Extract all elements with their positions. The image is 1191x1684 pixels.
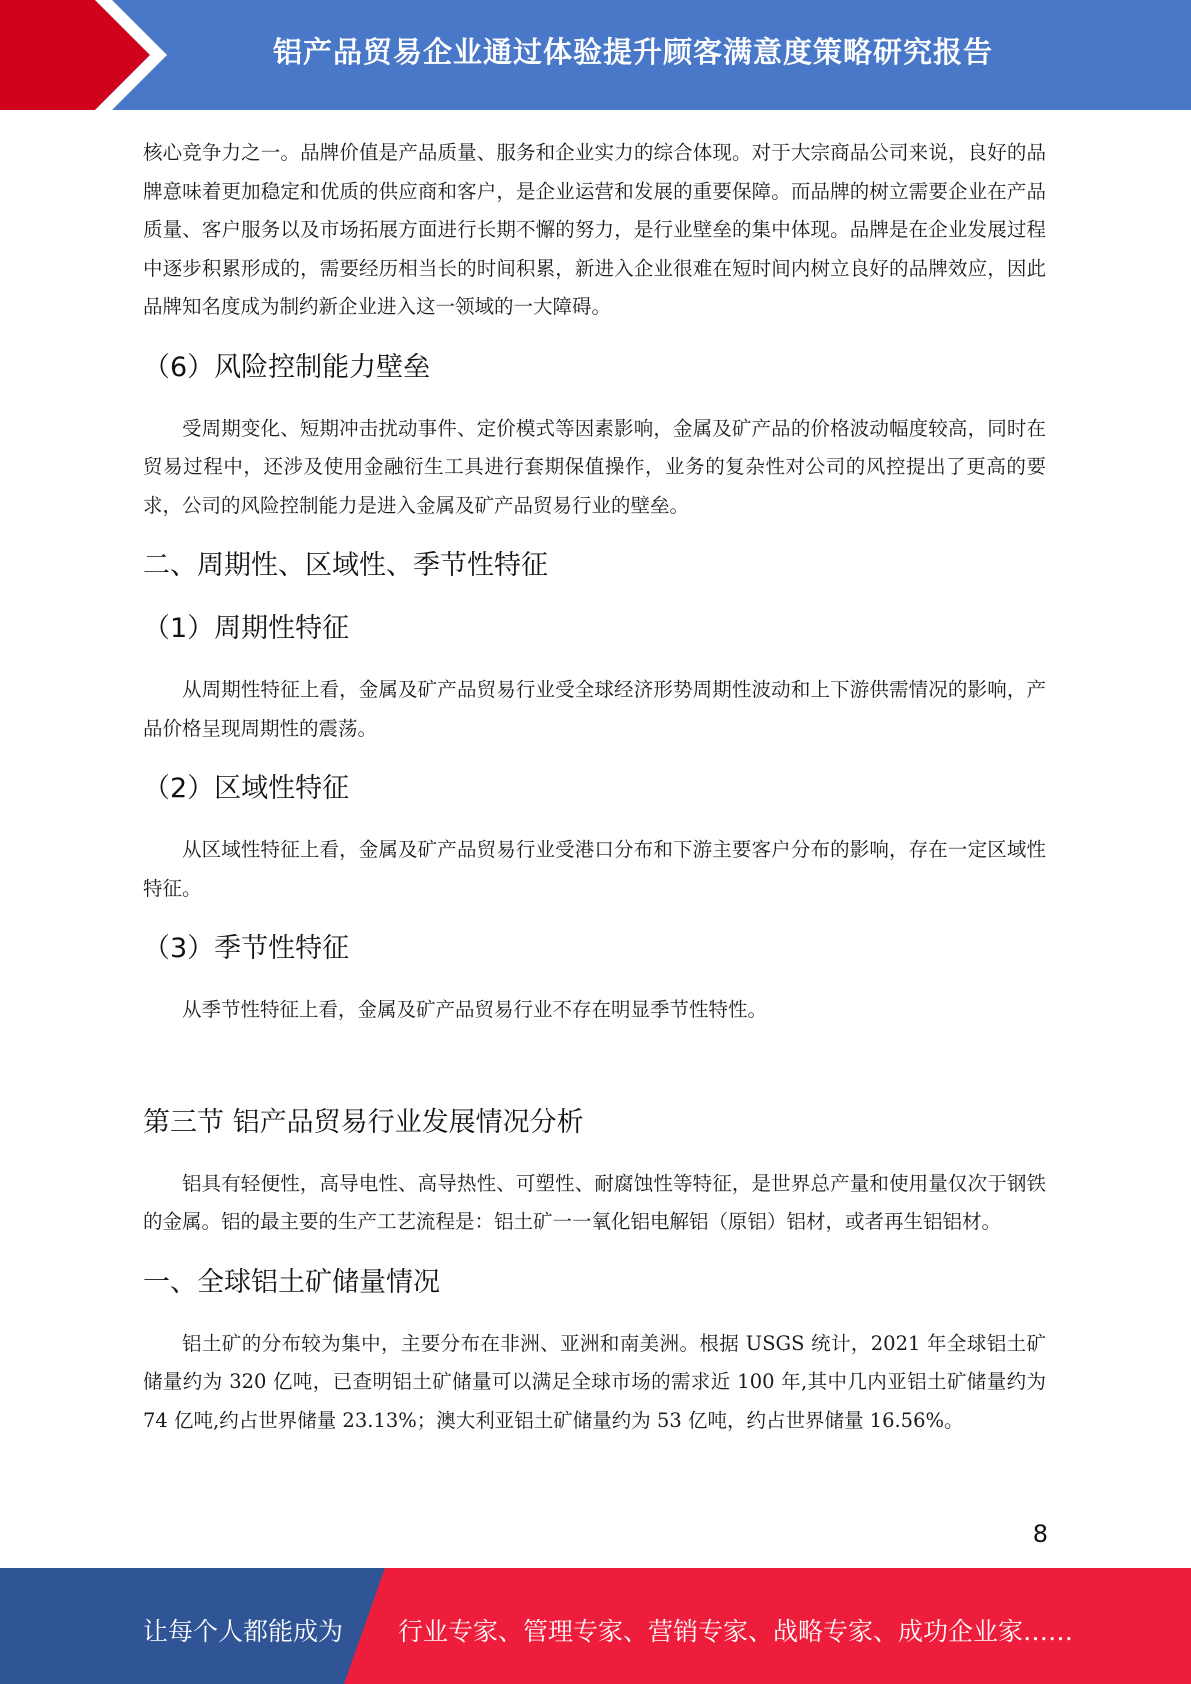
footer-slogan-left: 让每个人都能成为 — [143, 1617, 344, 1646]
paragraph-global-bauxite: 铝土矿的分布较为集中，主要分布在非洲、亚洲和南美洲。根据 USGS 统计，2021 年全球铝土矿储量约为 320 亿吨，已查明铝土矿储量可以满足全球市场的需求近 100 年,其中几内亚铝土矿储量约为 74 亿吨,约占世界储量 23.13%；澳大利亚铝土矿储量约为 53 亿吨，约占世界储量 16.56%。 — [143, 1331, 1046, 1432]
heading-global-bauxite: 一、全球铝土矿储量情况 — [143, 1266, 440, 1298]
report-title: 铝产品贸易企业通过体验提升顾客满意度策略研究报告 — [272, 35, 993, 69]
page-content — [143, 134, 1046, 1440]
paragraph-seasonality: 从季节性特征上看，金属及矿产品贸易行业不存在明显季节性特性。 — [182, 998, 768, 1021]
heading-chapter-three: 第三节 铝产品贸易行业发展情况分析 — [143, 1106, 584, 1138]
heading-seasonality: （3）季节性特征 — [143, 933, 350, 964]
paragraph-regionality: 从区域性特征上看，金属及矿产品贸易行业受港口分布和下游主要客户分布的影响，存在一定区域性特征。 — [143, 838, 1046, 900]
page-header — [0, 0, 1191, 110]
page-footer — [0, 1568, 1191, 1684]
heading-risk-control: （6）风险控制能力壁垒 — [143, 351, 431, 383]
paragraph-brand: 核心竞争力之一。品牌价值是产品质量、服务和企业实力的综合体现。对于大宗商品公司来说，良好的品牌意味着更加稳定和优质的供应商和客户，是企业运营和发展的重要保障。而品牌的树立需要企业在产品质量、客户服务以及市场拓展方面进行长期不懈的努力，是行业壁垒的集中体现。品牌是在企业发展过程中逐步积累形成的，需要经历相当长的时间积累，新进入企业很难在短时间内树立良好的品牌效应，因此品牌知名度成为制约新企业进入这一领域的一大障碍。 — [143, 141, 1046, 318]
paragraph-risk-control: 受周期变化、短期冲击扰动事件、定价模式等因素影响，金属及矿产品的价格波动幅度较高，同时在贸易过程中，还涉及使用金融衍生工具进行套期保值操作，业务的复杂性对公司的风控提出了更高的要求，公司的风险控制能力是进入金属及矿产品贸易行业的壁垒。 — [143, 416, 1046, 517]
footer-slogan-right: 行业专家、管理专家、营销专家、战略专家、成功企业家…… — [398, 1617, 1074, 1646]
heading-regionality: （2）区域性特征 — [143, 773, 350, 804]
paragraph-cyclicality: 从周期性特征上看，金属及矿产品贸易行业受全球经济形势周期性波动和上下游供需情况的影响，产品价格呈现周期性的震荡。 — [143, 678, 1046, 740]
heading-cyclicality: （1）周期性特征 — [143, 613, 350, 644]
heading-section-two: 二、周期性、区域性、季节性特征 — [143, 550, 548, 581]
paragraph-aluminum: 铝具有轻便性，高导电性、高导热性、可塑性、耐腐蚀性等特征，是世界总产量和使用量仅次于钢铁的金属。铝的最主要的生产工艺流程是：铝土矿一一氧化铝电解铝（原铝）铝材，或者再生铝铝材。 — [143, 1171, 1046, 1233]
page-number: 8 — [1032, 1520, 1048, 1548]
